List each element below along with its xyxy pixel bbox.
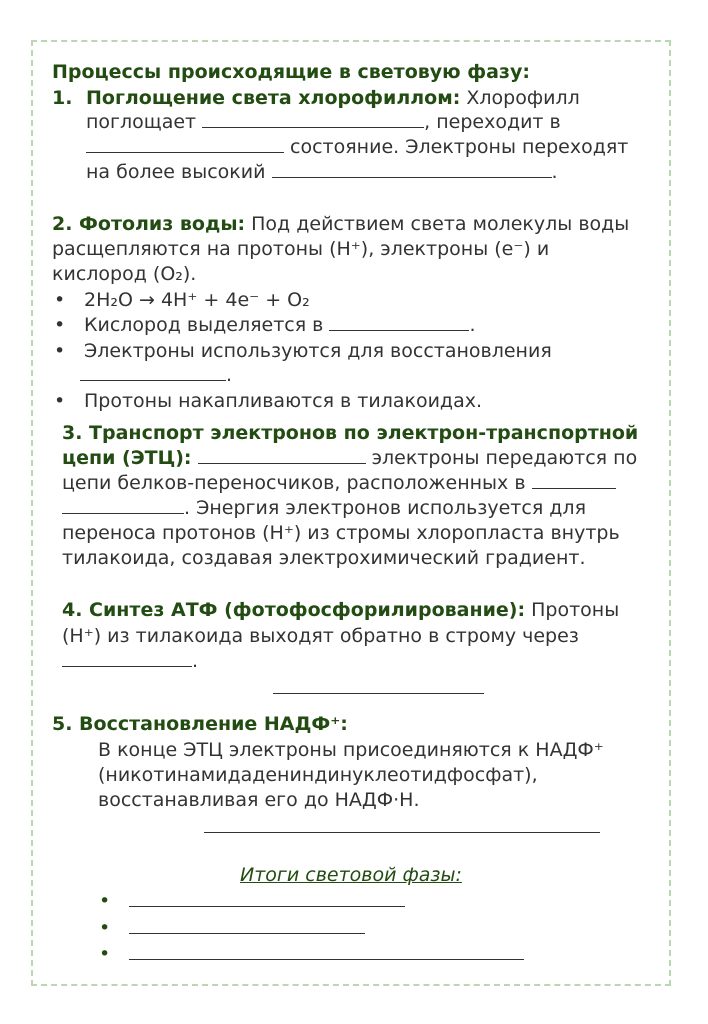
bullet: • xyxy=(99,890,111,912)
oxygen-line: Кислород выделяется в . xyxy=(84,314,476,336)
fill-blank[interactable] xyxy=(202,110,424,128)
section-5-heading: 5. Восстановление НАДФ⁺: xyxy=(52,713,348,735)
answer-line[interactable] xyxy=(204,832,600,833)
section-4-line-3: . xyxy=(62,649,198,674)
section-5-line-1: В конце ЭТЦ электроны присоединяются к НАДФ⁺ xyxy=(98,739,604,761)
section-2-heading: 2. Фотолиз воды: xyxy=(52,213,246,235)
answer-line[interactable] xyxy=(273,693,484,694)
electrons-line: Электроны используются для восстановления xyxy=(84,340,552,362)
bullet: • xyxy=(54,289,66,311)
protons-line: Протоны накапливаются в тилакоидах. xyxy=(84,390,482,412)
fill-blank[interactable] xyxy=(80,363,226,381)
summary-answer-line[interactable] xyxy=(129,906,405,907)
equation: 2H₂O → 4H⁺ + 4e⁻ + O₂ xyxy=(84,289,310,311)
section-3-heading: 3. Транспорт электронов по электрон-транспортной xyxy=(62,422,639,444)
section-3-line-5: переноса протонов (H⁺) из стромы хлоропласта внутрь xyxy=(62,522,620,544)
section-1-number: 1. xyxy=(52,87,73,109)
bullet: • xyxy=(54,314,66,336)
section-3-line-4: . Энергия электронов используется для xyxy=(62,496,586,521)
fill-blank[interactable] xyxy=(272,160,552,178)
section-3-line-3: цепи белков-переносчиков, расположенных в xyxy=(62,471,616,496)
summary-answer-line[interactable] xyxy=(129,959,524,960)
section-1-line-4: на более высокий . xyxy=(86,161,558,183)
fill-blank[interactable] xyxy=(86,135,284,153)
page-title: Процессы происходящие в световую фазу: xyxy=(52,61,530,83)
summary-answer-line[interactable] xyxy=(129,933,365,934)
bullet: • xyxy=(54,340,66,362)
section-4-line-2: (H⁺) из тилакоида выходят обратно в строму через xyxy=(62,625,579,647)
section-5-line-3: восстанавливая его до НАДФ·Н. xyxy=(98,789,420,811)
fill-blank[interactable] xyxy=(198,446,366,464)
section-2-line-2: расщепляются на протоны (H⁺), электроны (e⁻) и xyxy=(52,238,550,260)
section-4-heading: 4. Синтез АТФ (фотофосфорилирование): xyxy=(62,599,526,621)
section-4-line-1: 4. Синтез АТФ (фотофосфорилирование): Протоны xyxy=(62,599,620,621)
section-2-line-3: кислород (O₂). xyxy=(52,263,197,285)
section-1-line-2: поглощает , переходит в xyxy=(86,111,561,133)
summary-title: Итоги световой фазы: xyxy=(240,864,462,886)
electrons-line-2: . xyxy=(80,363,232,388)
fill-blank[interactable] xyxy=(62,649,192,667)
section-3-line-2: цепи (ЭТЦ): электроны передаются по xyxy=(62,447,638,469)
section-2-line-1: 2. Фотолиз воды: Под действием света молекулы воды xyxy=(52,213,630,235)
bullet: • xyxy=(99,943,111,965)
fill-blank[interactable] xyxy=(329,313,469,331)
bullet: • xyxy=(54,390,66,412)
section-1-line-3: состояние. Электроны переходят xyxy=(86,135,628,160)
bullet: • xyxy=(99,917,111,939)
section-5-line-2: (никотинамидадениндинуклеотидфосфат), xyxy=(98,764,538,786)
section-1-heading: Поглощение света хлорофиллом: xyxy=(86,87,461,109)
section-3-line-6: тилакоида, создавая электрохимический градиент. xyxy=(62,547,586,569)
fill-blank[interactable] xyxy=(532,471,616,489)
fill-blank[interactable] xyxy=(62,496,184,514)
section-1-line-1: Поглощение света хлорофиллом: Хлорофилл xyxy=(86,87,580,109)
